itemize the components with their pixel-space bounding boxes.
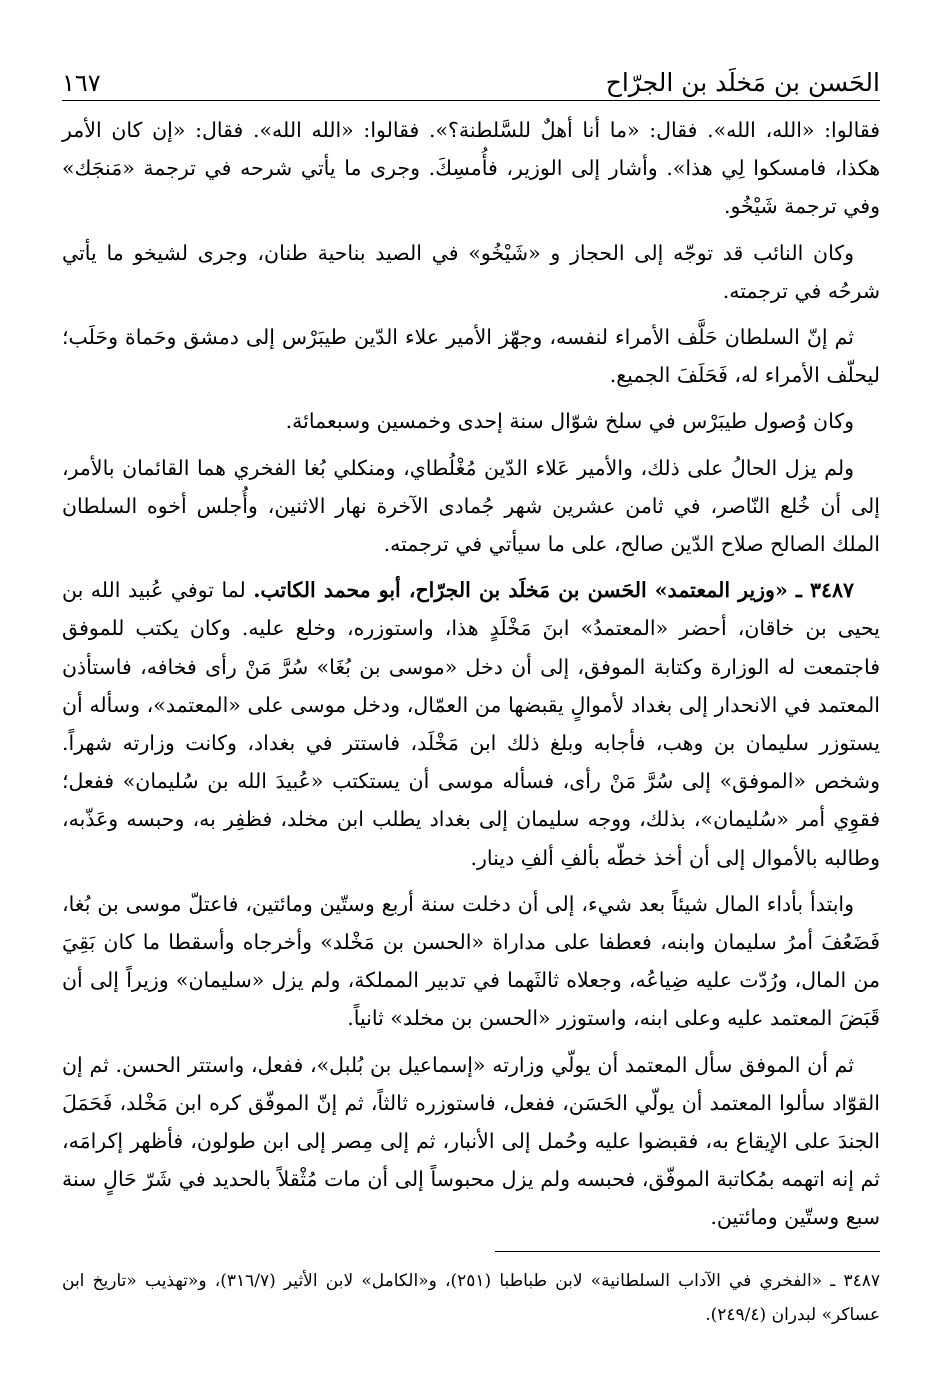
running-header bbox=[62, 62, 880, 101]
paragraph-8: ثم أن الموفق سأل المعتمد أن يولّي وزارته «إسماعيل بن بُلبل»، ففعل، واستتر الحسن. ثم إن القوّاد سألوا المعتمد أن يولّي الحَسَن، ففعل، فاستوزره ثالثاً، ثم إنّ الموفّق كره ابن مَخْلد، فَحَمَلَ الجندَ على الإيقاع به، فقبضوا عليه وحُمل إلى الأنبار، ثم إلى مِصر إلى ابن طولون، فأظهر إكرامَه، ثم إنه اتهمه بمُكاتبة الموفّق، فحبسه ولم يزل محبوساً إلى أن مات مُثْقلاً بالحديد في شَرّ حَالٍ سنة سبع وستّين ومائتين. bbox=[62, 1052, 880, 1230]
footnote-separator bbox=[495, 1251, 880, 1252]
main-text bbox=[62, 111, 880, 1237]
paragraph-2: وكان النائب قد توجّه إلى الحجاز و «شَيْخُو» في الصيد بناحية طنان، وجرى لشيخو ما يأتي شرحُه في ترجمته. bbox=[62, 240, 880, 303]
paragraph-7: وابتدأ بأداء المال شيئاً بعد شيء، إلى أن دخلت سنة أربع وستّين ومائتين، فاعتلّ موسى بن بُغا، فَضَعُفَ أمرُ سليمان وابنه، فعطفا على مداراة «الحسن بن مَخْلد» وأخرجاه وأسقطا ما كان بَقِيَ من المال، ورُدّت عليه ضِياعُه، وجعلاه ثالثَهما في تدبير المملكة، ولم يزل «سليمان» وزيراً إلى أن قَبَضَ المعتمد عليه وعلى ابنه، واستوزر «الحسن بن مخلد» ثانياً. bbox=[62, 891, 880, 1031]
page-number: ١٦٧ bbox=[62, 69, 101, 97]
footnote-3487: ٣٤٨٧ ـ «الفخري في الآداب السلطانية» لابن طباطبا (٢٥١)، و«الكامل» لابن الأثير (٣١٦/٧)، و«تهذيب «تاريخ ابن عساكر» لبدران (٢٤٩/٤). bbox=[62, 1270, 880, 1325]
entry-heading: ٣٤٨٧ ـ «وزير المعتمد» الحَسن بن مَخلَد بن الجرّاح، أبو محمد الكاتب. bbox=[253, 578, 854, 603]
biography-entry bbox=[62, 571, 880, 877]
running-title: الحَسن بن مَخلَد بن الجرّاح bbox=[605, 68, 880, 97]
paragraph-5: ولم يزل الحالُ على ذلك، والأمير عَلاء الدّين مُغْلُطاي، ومنكلي بُغا الفخري هما القائمان بالأمر، إلى أن خُلع النّاصر، في ثامن عشرين شهر جُمادى الآخرة نهار الاثنين، وأُجلس أخوه السلطان الملك الصالح صلاح الدّين صالح، على ما سيأتي في ترجمته. bbox=[62, 455, 880, 557]
entry-text: لما توفي عُبيد الله بن يحيى بن خاقان، أحضر «المعتمدُ» ابنَ مَخْلَدٍ هذا، واستوزره، وخلع عليه. وكان يكتب للموفق فاجتمعت له الوزارة وكتابة الموفق، إلى أن دخل «موسى بن بُغَا» سُرَّ مَنْ رأى فخافه، فاستأذن المعتمد في الانحدار إلى بغداد لأموالٍ يقبضها من العمّال، ودخل موسى على «المعتمد»، وسأله أن يستوزر سليمان بن وهب، فأجابه وبلغ ذلك ابن مَخْلَد، فاستتر في بغداد، وكانت وزارته شهراً. وشخص «الموفق» إلى سُرَّ مَنْ رأى، فسأله موسى أن يستكتب «عُبيدَ الله بن سُليمان» ففعل؛ فقوِي أمر «سُليمان»، بذلك، ووجه سليمان إلى بغداد يطلب ابن مخلد، فظفِر به، وحبسه وعَذّبه، وطالبه بالأموال إلى أن أخذ خطّه بألفِ ألفِ دينار. bbox=[62, 578, 880, 870]
paragraph-3: ثم إنّ السلطان حَلَّف الأمراء لنفسه، وجهّز الأمير علاء الدّين طيبَرْس إلى دمشق وحَماة وحَلَب؛ ليحلّف الأمراء له، فَحَلَفَ الجميع. bbox=[62, 325, 880, 388]
footnotes bbox=[62, 1264, 880, 1332]
paragraph-4: وكان وُصول طيبَرْس في سلخ شوّال سنة إحدى وخمسين وسبعمائة. bbox=[285, 409, 854, 434]
paragraph-1: فقالوا: «الله، الله». فقال: «ما أنا أهلٌ للسَّلطنة؟». فقالوا: «الله الله». فقال: «إن كان الأمر هكذا، فامسكوا لِي هذا». وأشار إلى الوزير، فأُمسِكَ. وجرى ما يأتي شرحه في ترجمة «مَنجَك» وفي ترجمة شَيْخُو. bbox=[62, 118, 880, 219]
